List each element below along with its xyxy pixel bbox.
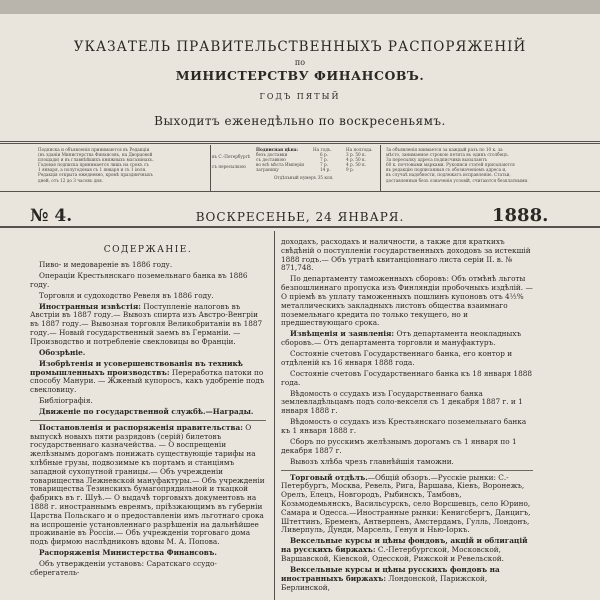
entry-heading: Библіографія. <box>39 396 93 406</box>
entry-text: Объ отмѣнѣ льготы безпошлиннаго пропуска изъ Финляндіи пробочныхъ издѣлій. — О пріемѣ въ уплату таможенныхъ пошлинъ купоновъ отъ 4½% металлическихъ закладныхъ листовъ общества взаимнаго поземельнаго кредита по только текущего, но и предшествующаго срока. <box>281 274 533 328</box>
issue-year: 1888. <box>492 205 549 226</box>
price-row-label: съ доставкою <box>256 157 286 162</box>
contents-entry: Операціи Крестьянскаго поземельнаго банка въ 1886 году. <box>30 270 248 289</box>
entry-heading: Изобрѣтенія и усовершенствованія въ техникѣ промышленныхъ производствъ: <box>30 358 243 377</box>
info-left-line: дней, отъ 12 до 3 часовъ дня. <box>38 177 104 183</box>
contents-entry: Вѣдомость о ссудахъ изъ Государственнаго банка землевладѣльцамъ подъ соло-векселя съ 1 декабря 1887 г. и 1 января 1888 г. <box>281 388 523 416</box>
contents-entry: Сборъ по русскимъ желѣзнымъ дорогамъ съ 1 января по 1 декабря 1887 г. <box>281 437 517 455</box>
contents-entry: Торговля и судоходство Ревеля въ 1886 году. <box>39 290 214 300</box>
masthead-year: ГОДЪ ПЯТЫЙ <box>259 92 341 101</box>
price-table <box>212 147 376 190</box>
price-row-year: 6 р. <box>320 152 329 157</box>
contents-entry <box>30 397 266 406</box>
contents-entry <box>281 474 533 536</box>
entry-heading: Постановленія и распоряженія правительства: <box>39 422 243 432</box>
section-divider <box>30 420 266 421</box>
masthead-ministry: МИНИСТЕРСТВУ ФИНАНСОВЪ. <box>175 68 425 83</box>
contents-entry <box>30 424 266 547</box>
info-divider-right <box>380 145 381 191</box>
entry-text: С.-Петербургской, Московской, Варшавской, Кіевской, Одесской, Рижской и Ревельской. <box>281 545 504 563</box>
contents-entry <box>281 537 533 563</box>
entry-text: Переработка патоки по способу Манури. — Жженый купоросъ, какъ удобреніе подъ свекловицу. <box>30 367 265 395</box>
rule-bottom <box>0 226 600 228</box>
price-row-label: во всѣ мѣста Имперіи <box>256 162 305 167</box>
price-row-year: 14 р. <box>320 167 331 172</box>
price-row-half: 3 р. 50 к. <box>346 152 366 157</box>
info-divider-left <box>210 145 211 191</box>
entry-text: О выпускѣ новыхъ пяти разрядовъ (серій) билетовъ государственнаго казначейства. — О воспрещеніи желѣзнымъ дорогамъ понижать существующіе тарифы на хлѣбные грузы, подвозимые къ портамъ и станціямъ западной сухопутной границы.— Объ учрежденіи товарищества Лежневской мануфактуры.— Объ учрежденіи товарищества Тезинскихъ бумагопрядильной и ткацкой фабрикъ въ г. Шуѣ.— О выдачѣ торговыхъ документовъ на 1888 г. иностраннымъ евреямъ, пріѣзжающимъ въ губерніи Царства Польскаго и о предоставленіи имъ льготнаго срока на испрошеніе установленнаго разрѣшенія на дальнѣйшее проживаніе въ Россіи.— Объ учрежденіи торговаго дома подъ фирмою наслѣдниковъ вдовы М. А. Попова. <box>30 422 265 547</box>
entry-heading: Обозрѣніе. <box>39 347 86 357</box>
contents-left-column <box>30 246 266 580</box>
entry-heading: Извѣщенія и заявленія: <box>290 329 395 339</box>
contents-entry <box>281 566 533 592</box>
contents-entry: Вывозъ хлѣба чрезъ главнѣйшія таможни. <box>290 456 454 466</box>
contents-entry <box>30 303 266 347</box>
entry-text: Поступленіе налоговъ въ Австріи въ 1887 году.— Вывозъ спирта изъ Австро-Венгріи въ 1887 году.— Вывозная торговля Великобританіи въ 1887 году.— Новый государственный заемъ въ Германіи. — Производство и потребленіе свекловицы во Франціи. <box>30 301 263 346</box>
contents-entry: Пиво- и медоваренiе въ 1886 году. <box>39 259 173 269</box>
info-right-line: За пересылку адреса подписчики высылаютъ <box>386 157 488 163</box>
info-left-line: площади) и въ главнѣйшихъ книжныхъ магазинахъ. <box>38 157 154 163</box>
info-left-line: Годовая подписка принимается лишь на срокъ съ <box>38 162 149 168</box>
info-right-line: въ случаѣ надобности, подлежатъ исправленію. Статьи, <box>386 172 511 178</box>
contents-entry <box>30 360 266 395</box>
price-col-half: На полгода. <box>346 147 373 152</box>
price-row-year: 7 р. <box>320 162 329 167</box>
info-right-line: За объявленія взимается за каждый разъ по 10 к. за <box>386 147 503 152</box>
entry-heading: Торговый отдѣлъ. <box>290 472 368 482</box>
price-col-year: На годъ. <box>313 147 332 152</box>
contents-entry: Состояніе счетовъ Государственнаго банка, его контор и отдѣленій къ 16 января 1888 года. <box>281 349 513 367</box>
info-right-line: 60 к. почтовыми марками. Рукописи статей присылаются <box>386 162 515 168</box>
info-left-line: (въ зданіи Министерства Финансовъ, на Дворцовой <box>38 152 153 158</box>
entry-text: Лондонской, Парижской, Берлинской, <box>281 573 488 592</box>
rule-top-2 <box>0 143 600 144</box>
entry-heading: Вексельные курсы и цѣны русскихъ фондовъ на иностранныхъ биржахъ: <box>281 564 500 583</box>
info-left-line: Редакція открыта ежедневно, кромѣ праздничныхъ <box>38 172 153 178</box>
contents-entry <box>30 549 266 558</box>
price-row-label: заграницу <box>256 167 279 172</box>
entry-text: —Общій обзоръ.—Русскіе рынки: С.-Петербургъ, Москва, Ревель, Рига, Варшава, Кіевъ, Воронежъ, Орелъ, Елецъ, Новгородъ, Рыбинскъ, Тамбовъ, Козьмодемьянскъ, Васильсурскъ, село Ворсшевцъ, село Юрино, Самара и Одесса.—Иностранные рынки: Кенигсбергъ, Данцигъ, Штеттинъ, Бременъ, Антверпенъ, Амстердамъ, Гулль, Лондонъ, Ливерпуль, Дунди, Марсель, Генуя и Нью-Іоркъ. <box>281 472 531 535</box>
contents-entry: Вѣдомость о ссудахъ изъ Крестьянскаго поземельнаго банка къ 1 января 1888 г. <box>281 417 527 436</box>
contents-entry: Объ утвержденіи уставовъ: Саратскаго ссудо-сберегатель- <box>30 559 217 577</box>
price-city-pers: съ пересылкою <box>212 164 246 169</box>
price-single: Отдѣльный нумеръ 35 коп. <box>274 175 334 180</box>
contents-entry: доходахъ, расходахъ и наличности, а также для краткихъ свѣдѣній о поступленіи государственныхъ доходовъ за истекшій 1888 годъ.— Объ утратѣ квитанціоннаго листа серіи II. в. № 871,748. <box>281 237 531 273</box>
info-left-line: Подписка и объявленія принимаются въ Редакціи <box>38 147 150 152</box>
rule-mid <box>0 191 600 192</box>
entry-text: Отъ департамента неокладныхъ сборовъ.— Отъ департамента торговли и мануфактуръ. <box>281 329 522 348</box>
contents-title: СОДЕРЖАНІЕ. <box>103 245 193 255</box>
price-row-year: 7 р. <box>320 157 329 162</box>
contents-entry <box>281 275 533 328</box>
price-row-label: безъ доставки <box>256 152 288 157</box>
entry-heading: По департаменту таможенныхъ сборовъ: <box>290 274 449 284</box>
entry-heading: Распоряженія Министерства Финансовъ. <box>39 548 217 558</box>
price-city-spb: въ С.-Петербургѣ <box>212 154 251 159</box>
masthead-title: УКАЗАТЕЛЬ ПРАВИТЕЛЬСТВЕННЫХЪ РАСПОРЯЖЕНІЙ <box>73 39 527 55</box>
contents-entry: Состояніе счетовъ Государственнаго банка къ 18 января 1888 года. <box>281 368 532 387</box>
contents-right-column <box>281 238 533 595</box>
price-row-half: 4 р. 50 к. <box>346 157 366 162</box>
price-row-half: 4 р. 50 к. <box>346 162 366 167</box>
entry-heading: Вексельные курсы и цѣны фондовъ, акцій и облигацій на русскихъ биржахъ: <box>281 536 528 555</box>
issue-number: № 4. <box>30 206 73 226</box>
contents-entry <box>281 330 533 348</box>
entry-heading: Иностранныя извѣстія: <box>39 301 141 311</box>
entry-heading: Движеніе по государственной службѣ.—Награды. <box>39 407 254 417</box>
info-right-line: въ редакцію подписанныя съ обозначеніемъ адреса и, <box>386 167 507 173</box>
rule-top <box>0 141 600 142</box>
info-left-line: 1 января, а полугодовая съ 1 января и съ 1 іюля. <box>38 167 147 173</box>
column-divider <box>274 231 275 600</box>
masthead-po: по <box>294 58 306 67</box>
info-left <box>38 147 208 183</box>
info-right <box>386 147 564 183</box>
contents-entry <box>30 408 266 417</box>
price-heading: Подписная цѣна: <box>256 147 298 152</box>
info-right-line: доставленныя безъ означенія условій, считаются безплатными. <box>386 177 529 183</box>
scan-top-edge <box>0 0 600 14</box>
price-row-half: 9 р. <box>346 167 355 172</box>
issue-date: ВОСКРЕСЕНЬЕ, 24 ЯНВАРЯ. <box>195 210 405 224</box>
contents-entry <box>30 349 266 358</box>
masthead-weekly: Выходитъ еженедѣльно по воскресеньямъ. <box>154 114 446 128</box>
section-divider <box>281 470 533 471</box>
info-right-line: мѣсто, занимаемое строкою петита въ одинъ столбецъ. <box>386 152 509 158</box>
